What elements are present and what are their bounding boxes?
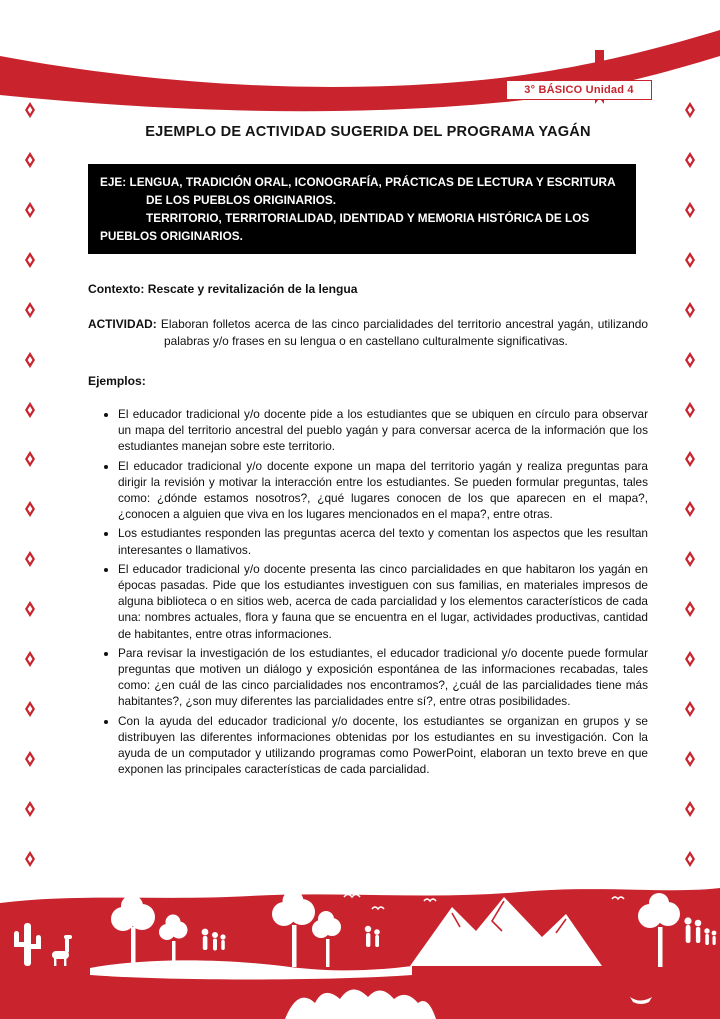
diamond-ornament-icon [685, 501, 695, 517]
bullet-item: • El educador tradicional y/o docente presenta las cinco parcialidades en que habitaron los yagán en épocas pasadas. Pide que los estudiantes investiguen con sus familias, en materiales impresos de alguna biblioteca o en sitios web, acerca de cada parcialidad y los elementos característicos de cada una: nombres actuales, flora y fauna que se encuentra en el lugar, actividades productivas, cantidad de habitantes, entre otras informaciones. [118, 561, 648, 642]
eje-box [88, 164, 636, 254]
diamond-ornament-icon [685, 751, 695, 767]
diamond-ornament-icon [685, 701, 695, 717]
diamond-ornament-icon [25, 402, 35, 418]
diamond-ornament-icon [685, 202, 695, 218]
diamond-ornament-icon [25, 102, 35, 118]
actividad-text: Elaboran folletos acerca de las cinco parcialidades del territorio ancestral yagán, utilizando palabras y/o frases en su lengua o en castellano culturalmente significativas. [156, 317, 648, 348]
ejemplos-heading: Ejemplos: [88, 374, 146, 388]
diamond-ornament-icon [685, 302, 695, 318]
diamond-ornament-icon [685, 851, 695, 867]
header-ribbon [0, 0, 720, 130]
contexto-label: Contexto: [88, 282, 145, 296]
diamond-ornament-icon [685, 152, 695, 168]
diamond-ornament-icon [25, 851, 35, 867]
diamond-ornament-icon [25, 252, 35, 268]
bullet-item: • El educador tradicional y/o docente pide a los estudiantes que se ubiquen en círculo para observar un mapa del territorio ancestral del pueblo yagán y para conversar acerca de la información que los estudiantes manejan sobre este territorio. [118, 406, 648, 455]
eje-line-2: TERRITORIO, TERRITORIALIDAD, IDENTIDAD Y MEMORIA HISTÓRICA DE LOS PUEBLOS ORIGINARIOS. [100, 211, 590, 243]
unit-label: 3° BÁSICO Unidad 4 [506, 80, 652, 100]
page-title: EJEMPLO DE ACTIVIDAD SUGERIDA DEL PROGRAMA YAGÁN [145, 124, 591, 140]
contexto-line [88, 282, 648, 296]
bullet-item: • Para revisar la investigación de los estudiantes, el educador tradicional y/o docente puede formular preguntas que motiven un diálogo y exposición espontánea de las informaciones recabadas, tales como: ¿en cuál de las cinco parcialidades nos encontramos?, ¿cuál de las parcialidades tiene más habitantes?, ¿son muy diferentes las parcialidades entre sí?, entre otras posibilidades. [118, 645, 648, 710]
bullet-item: • Con la ayuda del educador tradicional y/o docente, los estudiantes se organizan en grupos y se distribuyen las diferentes informaciones obtenidas por los estudiantes en su investigación. Con la ayuda de un computador y utilizando programas como PowerPoint, elaboran un texto breve en que exponen las principales características de cada parcialidad. [118, 713, 648, 778]
diamond-ornament-icon [25, 501, 35, 517]
actividad-label: ACTIVIDAD: [88, 317, 157, 331]
diamond-ornament-icon [685, 102, 695, 118]
diamond-ornament-icon [25, 651, 35, 667]
bullet-list [88, 406, 648, 777]
diamond-ornament-icon [685, 551, 695, 567]
contexto-text: Rescate y revitalización de la lengua [144, 282, 358, 296]
diamond-ornament-icon [25, 801, 35, 817]
actividad-paragraph [88, 316, 648, 350]
diamond-ornament-icon [25, 601, 35, 617]
diamond-ornament-icon [685, 801, 695, 817]
eje-line-1: EJE: LENGUA, TRADICIÓN ORAL, ICONOGRAFÍA, PRÁCTICAS DE LECTURA Y ESCRITURA DE LOS PUEBLOS ORIGINARIOS. [100, 175, 616, 207]
diamond-ornament-icon [25, 751, 35, 767]
diamond-ornament-icon [685, 651, 695, 667]
document-body [88, 124, 648, 780]
diamond-ornament-icon [25, 451, 35, 467]
diamond-ornament-icon [25, 551, 35, 567]
bullet-item: • Los estudiantes responden las preguntas acerca del texto y comentan los aspectos que les resultan interesantes o llamativos. [118, 525, 648, 557]
bullet-item: • El educador tradicional y/o docente expone un mapa del territorio yagán y realiza preguntas para dirigir la revisión y motivar la interacción entre los estudiantes. Se pueden formular preguntas, tales como: ¿dónde estamos nosotros?, ¿qué lugares conocen de los que aparecen en el mapa?, ¿conocen a alguien que viva en los lugares mencionados en el mapa?, entre otras. [118, 458, 648, 523]
diamond-ornament-icon [25, 701, 35, 717]
diamond-ornament-icon [685, 402, 695, 418]
ornament-column-right [682, 102, 698, 867]
diamond-ornament-icon [685, 352, 695, 368]
ornament-column-left [22, 102, 38, 867]
diamond-ornament-icon [685, 601, 695, 617]
diamond-ornament-icon [25, 302, 35, 318]
diamond-ornament-icon [685, 451, 695, 467]
diamond-ornament-icon [25, 152, 35, 168]
diamond-ornament-icon [25, 202, 35, 218]
diamond-ornament-icon [25, 352, 35, 368]
footer-illustration [0, 869, 720, 1019]
diamond-ornament-icon [685, 252, 695, 268]
